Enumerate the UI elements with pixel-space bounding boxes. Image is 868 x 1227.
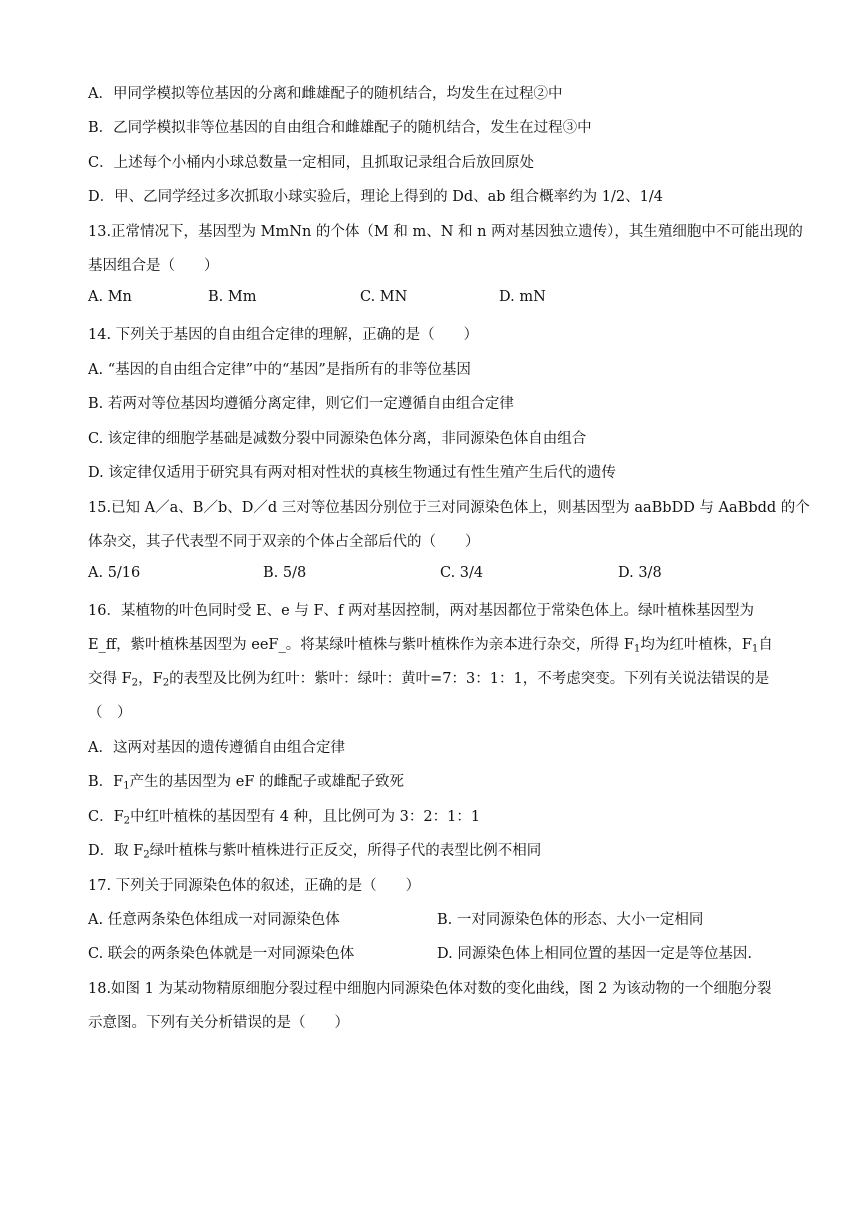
q17-option-d: D. 同源染色体上相同位置的基因一定是等位基因. [437, 946, 752, 962]
q17-option-b: B. 一对同源染色体的形态、大小一定相同 [437, 912, 704, 928]
q17-options-row1 [88, 908, 808, 930]
q17-options-row2 [88, 942, 808, 964]
q16-stem-line3: 交得 $F_2$，$F_2$的表型及比例为红叶：紫叶：绿叶：黄叶=7：3：1：1，不考虑突变。下列有关说法错误的是 [88, 671, 770, 689]
q17-option-a: A. 任意两条染色体组成一对同源染色体 [88, 912, 340, 928]
q15-option-a: A. 5/16 [88, 565, 141, 581]
q13-option-d: D. mN [499, 289, 546, 305]
q15-option-b: B. 5/8 [263, 565, 307, 581]
q15-stem-line1: 15.已知 A／a、B／b、D／d 三对等位基因分别位于三对同源染色体上，则基因型为 aaBbDD 与 AaBbdd 的个 [88, 500, 810, 516]
q16-option-c: C．$F_2$中红叶植株的基因型有 4 种，且比例可为 3：2：1：1 [88, 809, 481, 827]
q14-option-a: A. “基因的自由组合定律”中的“基因”是指所有的非等位基因 [88, 362, 471, 378]
q16-stem-line4: （ ） [88, 705, 132, 721]
q18-stem-line1: 18.如图 1 为某动物精原细胞分裂过程中细胞内同源染色体对数的变化曲线，图 2 为该动物的一个细胞分裂 [88, 981, 772, 997]
q16-option-b: B．$F_1$产生的基因型为 eF 的雌配子或雄配子致死 [88, 774, 405, 792]
q15-options [88, 565, 808, 587]
q15-stem-line2: 体杂交，其子代表型不同于双亲的个体占全部后代的（ ） [88, 534, 480, 550]
q13-stem-line1: 13.正常情况下，基因型为 MmNn 的个体（M 和 m、N 和 n 两对基因独立遗传），其生殖细胞中不可能出现的 [88, 224, 803, 240]
q15-option-c: C. 3/4 [440, 565, 484, 581]
q17-option-c: C. 联会的两条染色体就是一对同源染色体 [88, 946, 355, 962]
q16-option-a: A．这两对基因的遗传遵循自由组合定律 [88, 740, 345, 756]
q16-stem-line2: E_ff，紫叶植株基因型为 eeF_。将某绿叶植株与紫叶植株作为亲本进行杂交，所得 $F_1$均为红叶植株，$F_1$自 [88, 637, 773, 655]
q13-options [88, 289, 808, 311]
q14-option-c: C. 该定律的细胞学基础是减数分裂中同源染色体分离，非同源染色体自由组合 [88, 431, 587, 447]
q13-option-b: B. Mm [208, 289, 257, 305]
q14-stem: 14. 下列关于基因的自由组合定律的理解，正确的是（ ） [88, 327, 479, 343]
q12-option-d: D．甲、乙同学经过多次抓取小球实验后，理论上得到的 Dd、ab 组合概率约为 1/2、1/4 [88, 189, 663, 205]
q14-option-b: B. 若两对等位基因均遵循分离定律，则它们一定遵循自由组合定律 [88, 396, 514, 412]
q13-option-a: A. Mn [88, 289, 132, 305]
q15-option-d: D. 3/8 [618, 565, 662, 581]
q12-option-c: C．上述每个小桶内小球总数量一定相同，且抓取记录组合后放回原处 [88, 155, 535, 171]
q17-stem: 17. 下列关于同源染色体的叙述，正确的是（ ） [88, 878, 421, 894]
q14-option-d: D. 该定律仅适用于研究具有两对相对性状的真核生物通过有性生殖产生后代的遗传 [88, 465, 616, 481]
q18-stem-line2: 示意图。下列有关分析错误的是（ ） [88, 1015, 349, 1031]
q13-stem-line2: 基因组合是（ ） [88, 258, 219, 274]
q12-option-a: A．甲同学模拟等位基因的分离和雌雄配子的随机结合，均发生在过程②中 [88, 86, 563, 102]
q12-option-b: B．乙同学模拟非等位基因的自由组合和雌雄配子的随机结合，发生在过程③中 [88, 120, 592, 136]
q16-stem-line1: 16．某植物的叶色同时受 E、e 与 F、f 两对基因控制，两对基因都位于常染色体上。绿叶植株基因型为 [88, 603, 754, 619]
q13-option-c: C. MN [360, 289, 408, 305]
q16-option-d: D．取 $F_2$绿叶植株与紫叶植株进行正反交，所得子代的表型比例不相同 [88, 843, 542, 861]
